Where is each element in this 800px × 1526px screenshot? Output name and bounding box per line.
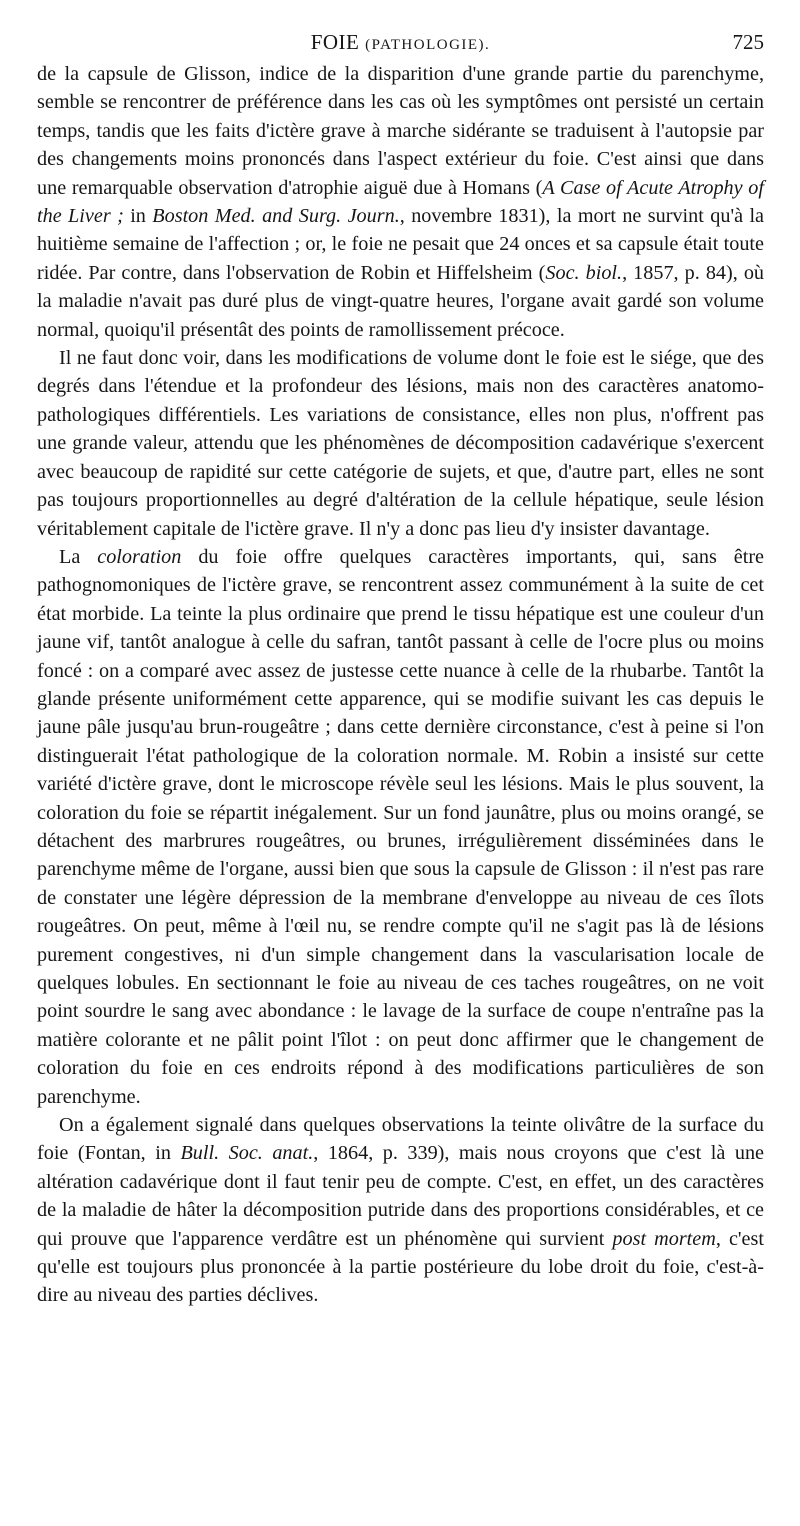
paragraph-3 [37, 543, 764, 1111]
text-run: On a également signalé dans quelques observations la teinte olivâtre de la surface du foie (Fontan, in [37, 1114, 764, 1165]
italic-text: Boston Med. and Surg. Journ. [152, 205, 400, 228]
paragraph-2 [37, 344, 764, 543]
body-text [37, 60, 764, 1310]
text-run: , novembre 1831), la mort ne survint qu'à la huitième semaine de l'affection ; or, le foie ne pesait que 24 onces et sa capsule était toute ridée. Par contre, dans l'observation de Robin et Hiffelsheim ( [37, 205, 765, 284]
italic-text: coloration [97, 545, 182, 568]
book-page [37, 30, 764, 1310]
text-run: in [130, 205, 153, 228]
italic-text: Bull. Soc. anat. [180, 1142, 314, 1165]
text-run: , 1857, p. 84), où la maladie n'avait pas duré plus de vingt-quatre heures, l'organe avait gardé son volume normal, quoiqu'il présentât des points de ramollissement précoce. [37, 261, 765, 341]
text-run: , c'est qu'elle est toujours plus prononcée à la partie postérieure du lobe droit du foie, c'est-à-dire au niveau des parties déclives. [37, 1227, 764, 1307]
running-header [37, 30, 764, 60]
running-title [37, 30, 764, 55]
italic-text: post mortem [612, 1227, 716, 1250]
text-run: de la capsule de Glisson, indice de la disparition d'une grande partie du parenchyme, semble se rencontrer de préférence dans les cas où les symptômes ont persisté un certain temps, tandis que les faits d'ictère grave à marche sidérante se traduisent à l'autopsie par des changements moins prononcés dans l'aspect extérieur du foie. C'est ainsi que dans une remarquable observation d'atrophie aiguë due à Homans ( [37, 63, 764, 199]
paragraph-1 [37, 60, 764, 344]
text-run: Il ne faut donc voir, dans les modifications de volume dont le foie est le siége, que des degrés dans l'étendue et la profondeur des lésions, mais non des caractères anatomo-pathologiques différentiels. Les variations de consistance, elles non plus, n'offrent pas une grande valeur, attendu que les phénomènes de décomposition cadavérique s'exercent avec beaucoup de rapidité sur cette catégorie de sujets, et que, d'autre part, elles ne sont pas toujours proportionnelles au degré d'altération de la cellule hépatique, seule lésion véritablement capitale de l'ictère grave. Il n'y a donc pas lieu d'y insister davantage. [37, 347, 764, 540]
page-number: 725 [732, 30, 764, 54]
header-subtitle: (PATHOLOGIE). [365, 37, 491, 53]
text-run: , 1864, p. 339), mais nous croyons que c'est là une altération cadavérique dont il faut tenir peu de compte. C'est, en effet, un des caractères de la maladie de hâter la décomposition putride dans des proportions considérables, et ce qui prouve que l'apparence verdâtre est un phénomène qui survient [37, 1142, 764, 1250]
text-run: du foie offre quelques caractères importants, qui, sans être pathognomoniques de l'ictère grave, se rencontrent assez communément à la suite de cet état morbide. La teinte la plus ordinaire que prend le tissu hépatique est une couleur d'un jaune vif, tantôt analogue à celle du safran, tantôt passant à celle de l'ocre plus ou moins foncé : on a comparé avec assez de justesse cette nuance à celle de la rhubarbe. Tantôt la glande présente uniformément cette apparence, qui se modifie suivant les cas depuis le jaune pâle jusqu'au brun-rougeâtre ; dans cette dernière circonstance, c'est à peine si l'on distinguerait l'état pathologique de la coloration normale. M. Robin a insisté sur cette variété d'ictère grave, dont le microscope révèle seul les lésions. Mais le plus souvent, la coloration du foie se répartit inégalement. Sur un fond jaunâtre, plus ou moins orangé, se détachent des marbrures rougeâtres, ou brunes, irrégulièrement disséminées dans le parenchyme même de l'organe, aussi bien que sous la capsule de Glisson : il n'est pas rare de constater une légère dépression de la membrane d'enveloppe au niveau de ces îlots rougeâtres. On peut, même à l'œil nu, se rendre compte qu'il ne s'agit pas là de lésions purement congestives, ni d'un simple changement dans la vascularisation locale de quelques lobules. En sectionnant le foie au niveau de ces taches rougeâtres, on ne voit point sourdre le sang avec abondance : le lavage de la surface de coupe n'entraîne pas la matière colorante et ne pâlit point l'îlot : on peut donc affirmer que le changement de coloration du foie en ces endroits répond à des modifications particulières de son parenchyme. [37, 545, 765, 1108]
paragraph-4 [37, 1111, 764, 1310]
italic-text: A Case of Acute Atrophy of the Liver ; [37, 176, 764, 228]
header-title: FOIE [310, 30, 360, 54]
italic-text: Soc. biol. [545, 261, 623, 284]
text-run: La [59, 545, 98, 568]
